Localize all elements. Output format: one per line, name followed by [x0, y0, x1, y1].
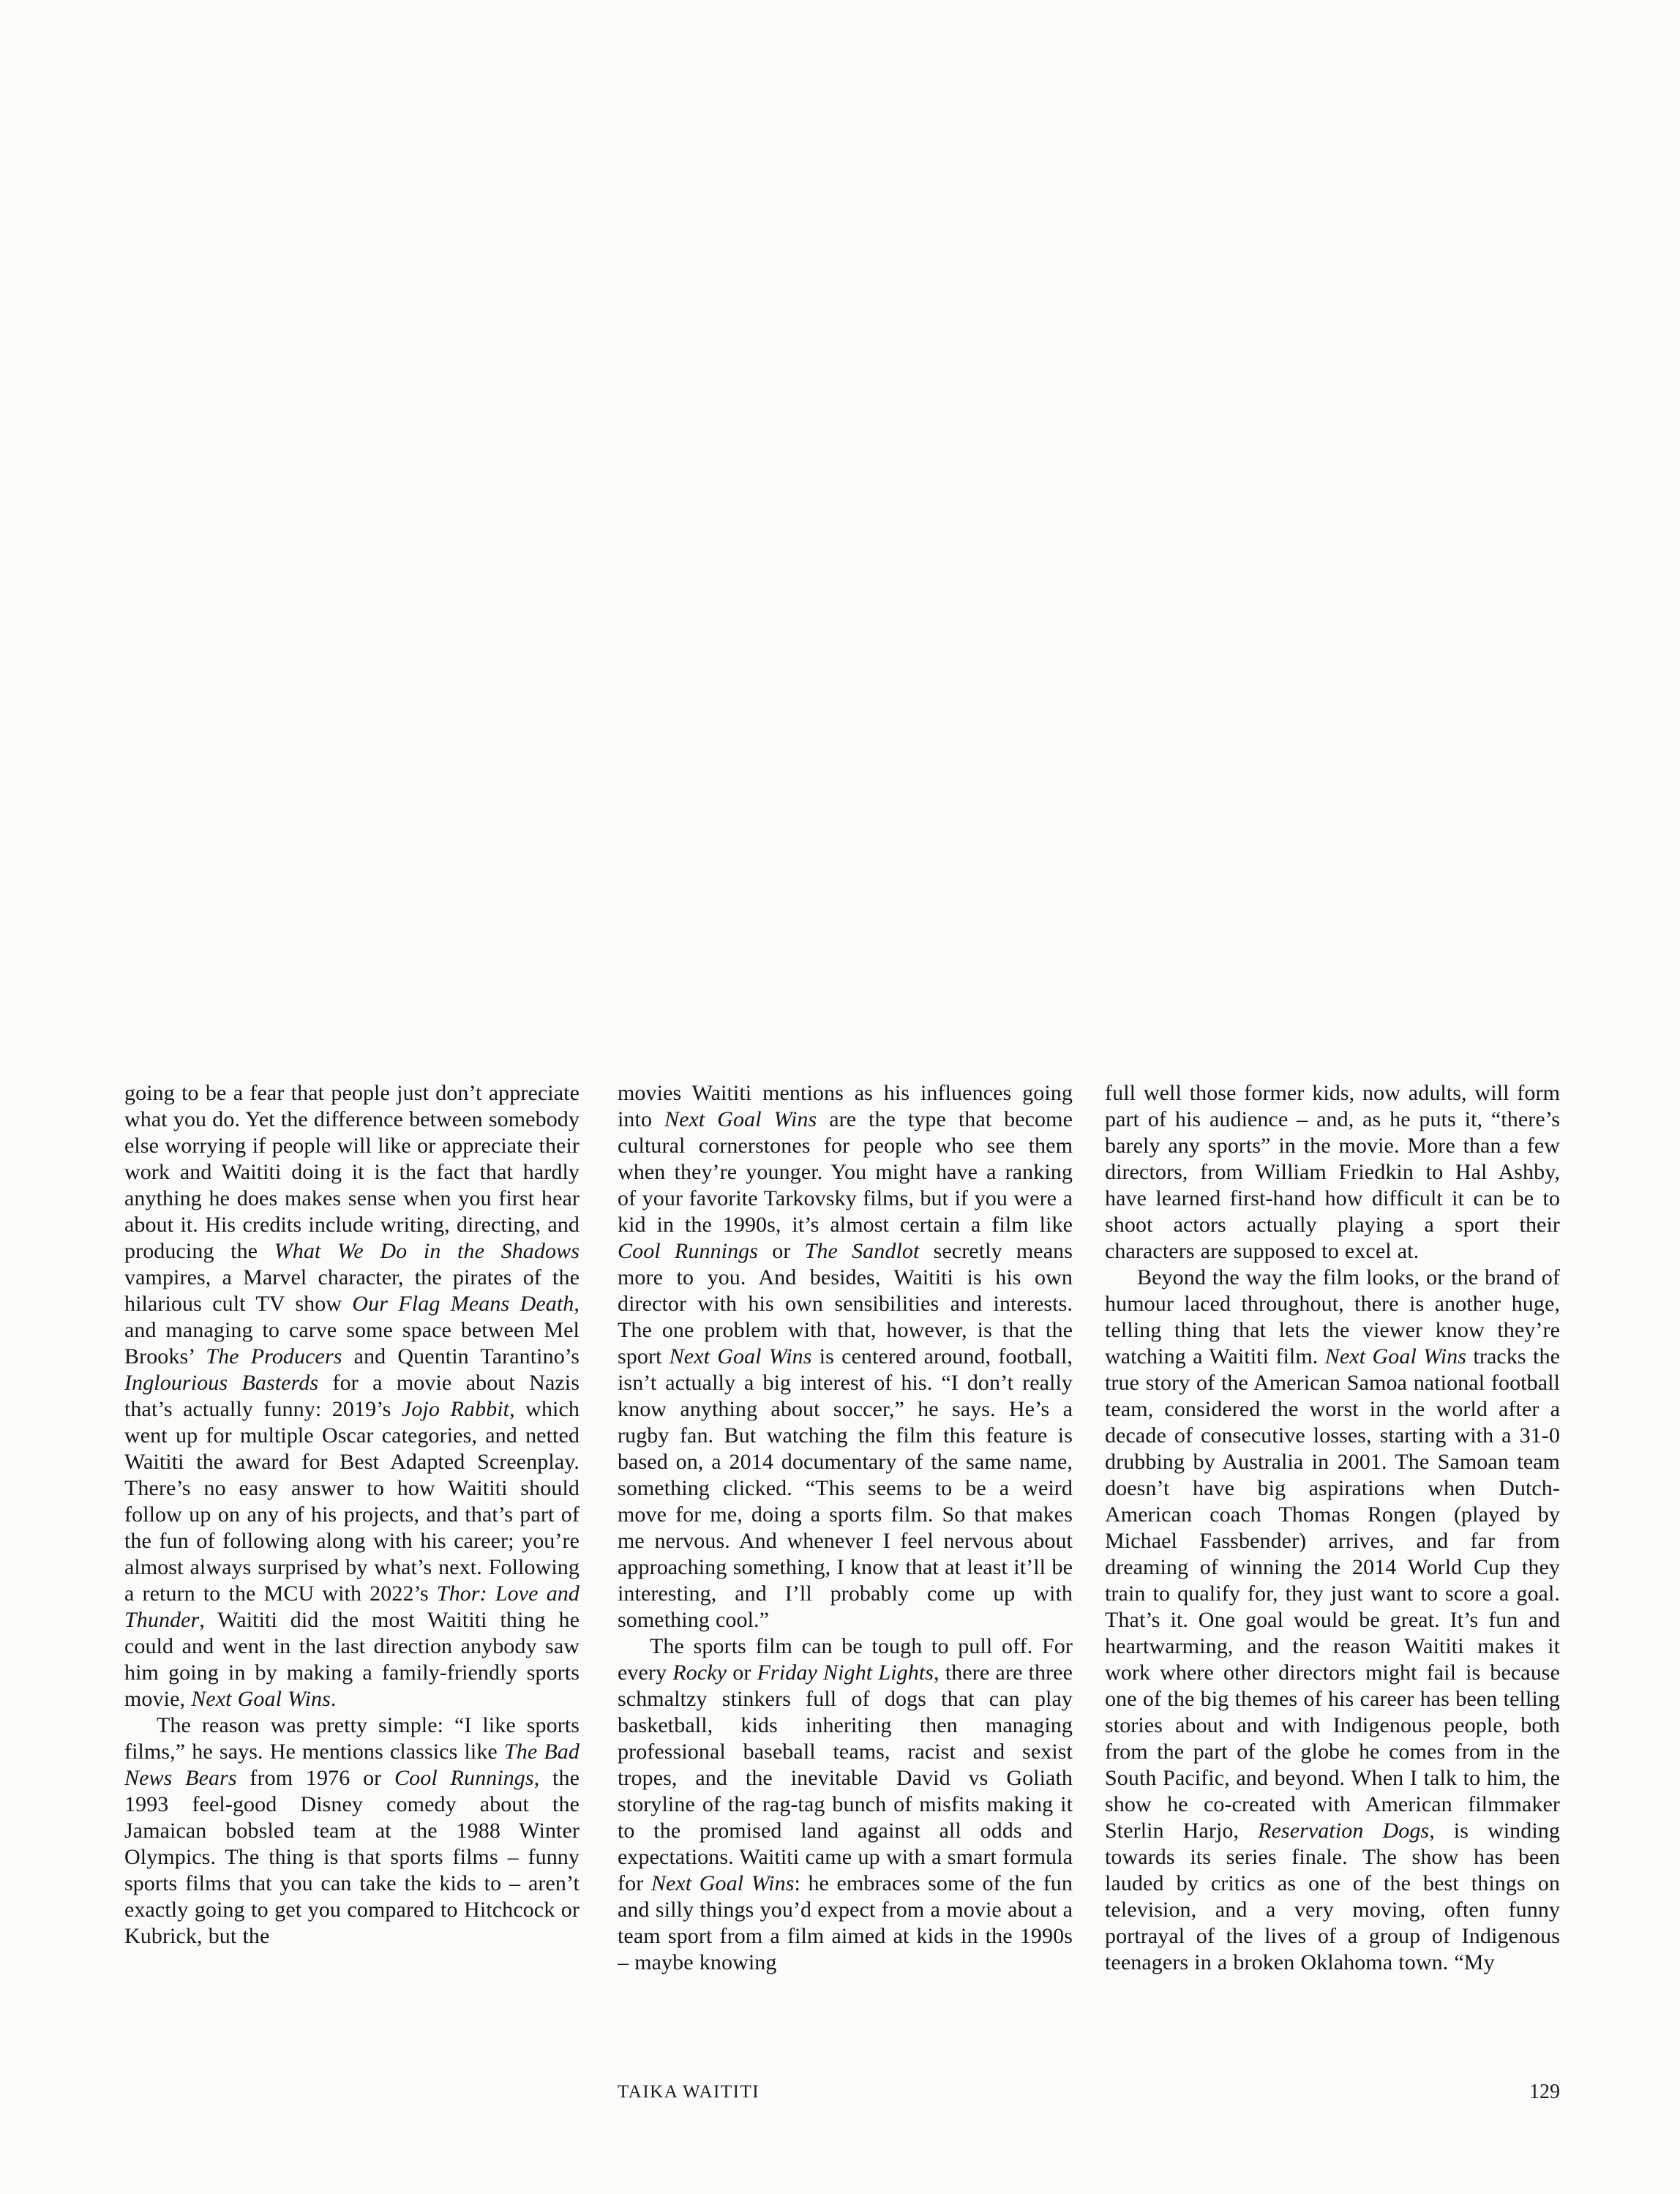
body-text: : he embraces some of the fun and silly things you’d expect from a movie about a team sport from a film aimed at kids in the 1990s – maybe knowing — [618, 1871, 1073, 1974]
body-text: and Quentin Tarantino’s — [342, 1344, 580, 1369]
film-title-italic: Inglourious Basterds — [124, 1371, 319, 1395]
film-title-italic: Rocky — [672, 1661, 727, 1685]
body-text: are the type that become cultural cornerstones for people who see them when they’re younger. You might have a ranking of your favorite Tarkovsky films, but if you were a kid in the 1990s, it’s almost certain a film like — [618, 1107, 1073, 1237]
body-text: Beyond the way the film looks, or the brand of humour laced throughout, there is another huge, telling thing that lets the viewer know they’re watching a Waititi film. — [1105, 1265, 1560, 1369]
body-text: , the 1993 feel-good Disney comedy about the Jamaican bobsled team at the 1988 Winter Olympics. The thing is that sports films – funny sports films that you can take the kids to – aren’t exactly going to get you compared to Hitchcock or Kubrick, but the — [124, 1766, 580, 1948]
page-number: 129 — [1529, 2081, 1560, 2103]
film-title-italic: The Bad News Bears — [124, 1740, 580, 1790]
paragraph — [618, 1633, 1073, 1976]
article-column-3 — [1105, 1080, 1560, 2017]
film-title-italic: Cool Runnings — [618, 1239, 759, 1263]
body-text: , and managing to carve some space between Mel Brooks’ — [124, 1292, 580, 1369]
film-title-italic: Next Goal Wins — [191, 1687, 331, 1711]
body-text: going to be a fear that people just don’t appreciate what you do. Yet the difference between somebody else worrying if people will like or appreciate their work and Waititi doing it is the fact that hardly anything he does makes sense when you first hear about it. His credits include writing, directing, and producing the — [124, 1081, 580, 1263]
body-text: tracks the true story of the American Samoa national football team, considered the worst in the world after a decade of consecutive losses, starting with a 31-0 drubbing by Australia in 2001. The Samoan team doesn’t have big aspirations when Dutch-American coach Thomas Rongen (played by Michael Fassbender) arrives, and far from dreaming of winning the 2014 World Cup they train to qualify for, they just want to score a goal. That’s it. One goal would be great. It’s fun and heartwarming, and the reason Waititi makes it work where other directors might fail is because one of the big themes of his career has been telling stories about and with Indigenous people, both from the part of the globe he comes from in the South Pacific, and beyond. When I talk to him, the show he co-created with American filmmaker Sterlin Harjo, — [1105, 1344, 1560, 1843]
film-title-italic: The Producers — [206, 1344, 342, 1369]
film-title-italic: Our Flag Means Death — [352, 1292, 574, 1316]
body-text: , there are three schmaltzy stinkers full of dogs that can play basketball, kids inheriting then managing professional baseball teams, racist and sexist tropes, and the inevitable David vs Goliath storyline of the rag-tag bunch of misfits making it to the promised land against all odds and expectations. Waititi came up with a smart formula for — [618, 1661, 1073, 1895]
film-title-italic: Next Goal Wins — [669, 1344, 812, 1369]
body-text: , is winding towards its series finale. The show has been lauded by critics as one of the best things on television, and a very moving, often funny portrayal of the lives of a group of Indigenous teenagers in a broken Oklahoma town. “My — [1105, 1819, 1560, 1974]
article-column-2 — [618, 1080, 1073, 2017]
article-body — [124, 1080, 1560, 2017]
film-title-italic: What We Do in the Shadows — [274, 1239, 580, 1263]
film-title-italic: Next Goal Wins — [650, 1871, 795, 1895]
film-title-italic: Next Goal Wins — [1324, 1344, 1467, 1369]
film-title-italic: Thor: Love and Thunder — [124, 1581, 580, 1632]
body-text: for a movie about Nazis that’s actually funny: 2019’s — [124, 1371, 580, 1421]
film-title-italic: Jojo Rabbit — [401, 1397, 510, 1421]
film-title-italic: Friday Night Lights — [757, 1661, 934, 1685]
body-text: or — [758, 1239, 805, 1263]
body-text: , which went up for multiple Oscar categories, and netted Waititi the award for Best Adapted Screenplay. There’s no easy answer to how Waititi should follow up on any of his projects, and that’s part of the fun of following along with his career; you’re almost always surprised by what’s next. Following a return to the MCU with 2022’s — [124, 1397, 580, 1606]
article-column-1 — [124, 1080, 580, 2017]
body-text: , Waititi did the most Waititi thing he could and went in the last direction anybody saw him going in by making a family-friendly sports movie, — [124, 1608, 580, 1711]
body-text: secretly means more to you. And besides, Waititi is his own director with his own sensibilities and interests. The one problem with that, however, is that the sport — [618, 1239, 1073, 1369]
body-text: The reason was pretty simple: “I like sports films,” he says. He mentions classics like — [124, 1713, 580, 1764]
body-text: The sports film can be tough to pull off. For every — [618, 1634, 1073, 1685]
body-text: movies Waititi mentions as his influences going into — [618, 1081, 1073, 1131]
paragraph — [124, 1712, 580, 1950]
paragraph — [1105, 1265, 1560, 1976]
body-text: or — [727, 1661, 757, 1685]
body-text: from 1976 or — [236, 1766, 395, 1790]
page-footer — [124, 2082, 1560, 2111]
film-title-italic: Cool Runnings — [394, 1766, 534, 1790]
body-text: vampires, a Marvel character, the pirates of the hilarious cult TV show — [124, 1265, 580, 1316]
paragraph — [124, 1080, 580, 1712]
footer-article-title: TAIKA WAITITI — [618, 2082, 760, 2102]
paragraph — [618, 1080, 1073, 1633]
film-title-italic: The Sandlot — [804, 1239, 920, 1263]
paragraph — [1105, 1080, 1560, 1265]
body-text: full well those former kids, now adults, will form part of his audience – and, as he puts it, “there’s barely any sports” in the movie. More than a few directors, from William Friedkin to Hal Ashby, have learned first-hand how difficult it can be to shoot actors actually playing a sport their characters are supposed to excel at. — [1105, 1081, 1560, 1263]
body-text: . — [330, 1687, 337, 1711]
film-title-italic: Next Goal Wins — [664, 1107, 817, 1131]
body-text: is centered around, football, isn’t actually a big interest of his. “I don’t really know anything about soccer,” he says. He’s a rugby fan. But watching the film this feature is based on, a 2014 documentary of the same name, something clicked. “This seems to be a weird move for me, doing a sports film. So that makes me nervous. And whenever I feel nervous about approaching something, I know that at least it’ll be interesting, and I’ll probably come up with something cool.” — [618, 1344, 1073, 1632]
film-title-italic: Reservation Dogs — [1258, 1819, 1430, 1843]
